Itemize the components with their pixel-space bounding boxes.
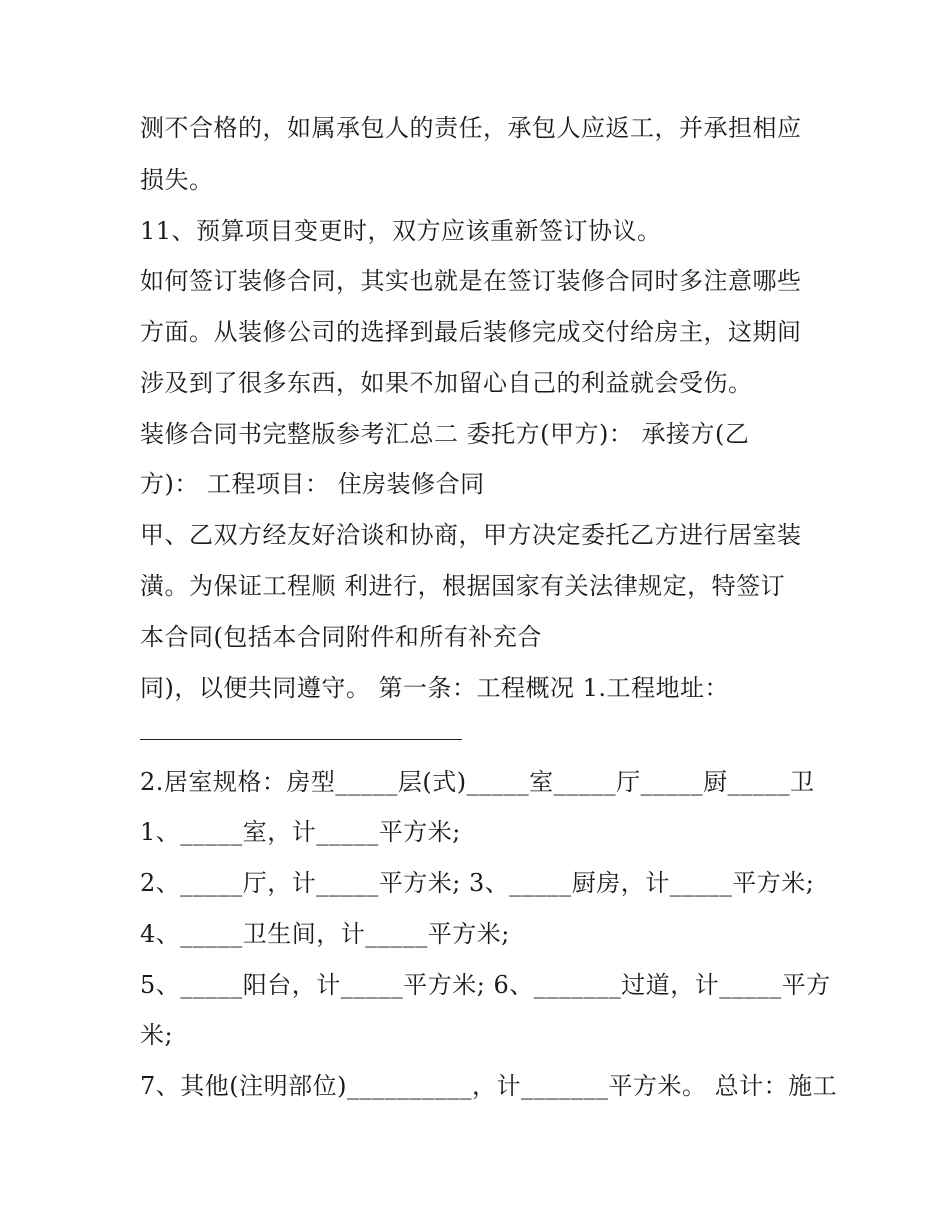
text-line: 2.居室规格：房型_____层(式)_____室_____厅_____厨_____卫	[140, 768, 815, 796]
text-line: 损失。	[140, 166, 214, 194]
text-line: 方)： 工程项目： 住房装修合同	[140, 470, 485, 498]
text-line: 涉及到了很多东西，如果不加留心自己的利益就会受伤。	[140, 369, 753, 397]
text-line: 2、_____厅，计_____平方米; 3、_____厨房，计_____平方米;	[140, 869, 815, 897]
text-line: 11、预算项目变更时，双方应该重新签订协议。	[140, 217, 662, 245]
text-line: 潢。为保证工程顺 利进行，根据国家有关法律规定，特签订	[140, 572, 786, 600]
text-line: 方面。从装修公司的选择到最后装修完成交付给房主，这期间	[140, 318, 802, 346]
text-line: 装修合同书完整版参考汇总二 委托方(甲方)： 承接方(乙	[140, 420, 750, 448]
text-line: 测不合格的，如属承包人的责任，承包人应返工，并承担相应	[140, 114, 802, 142]
address-fill-line	[140, 739, 462, 740]
text-line: 7、其他(注明部位)__________，计_______平方米。 总计：施工	[140, 1072, 838, 1100]
text-line: 1、_____室，计_____平方米;	[140, 818, 461, 846]
text-line: 甲、乙双方经友好洽谈和协商，甲方决定委托乙方进行居室装	[140, 521, 802, 549]
text-line: 同)，以便共同遵守。 第一条：工程概况 1.工程地址：	[140, 674, 730, 702]
text-line: 如何签订装修合同，其实也就是在签订装修合同时多注意哪些	[140, 267, 802, 295]
text-line: 4、_____卫生间，计_____平方米;	[140, 920, 510, 948]
text-line: 5、_____阳台，计_____平方米; 6、_______过道，计_____平方	[140, 971, 831, 999]
text-line: 本合同(包括本合同附件和所有补充合	[140, 623, 542, 651]
text-line: 米;	[140, 1021, 174, 1049]
